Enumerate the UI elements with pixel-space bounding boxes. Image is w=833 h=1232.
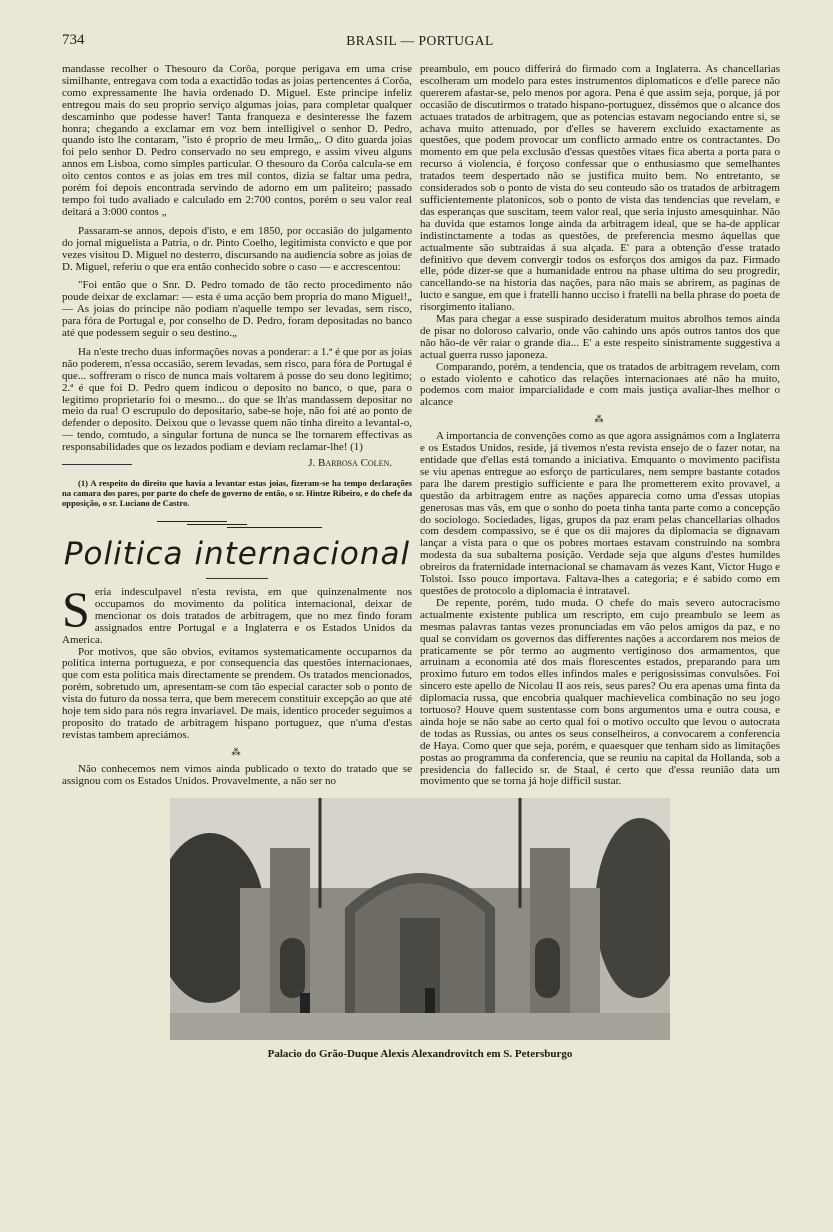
divider xyxy=(62,464,132,465)
page-header xyxy=(62,32,778,54)
right-column xyxy=(420,64,780,788)
ornament-asterism: ⁂ xyxy=(231,746,243,757)
paragraph: mandasse recolher o Thesouro da Corôa, porque perigava em uma crise similhante, entregava com toda a exactidão todas as joias pertencentes á Corôa, como expressamente lhe havia ordenado D. Miguel. Este principe infeliz entregou mais do seu proprio serviço algumas joias, para completar qualquer descaminho que podesse haver! Tanta franqueza e desinteresse lhe fazem honra; chegando a exclamar em voz bem intelligivel o senhor D. Pedro, quando isto lhe contaram, "isto é proprio de meu Irmão„. O dito guarda joias foi pelo senhor D. Pedro conservado no seu emprego, e assim viveu alguns annos em Lisboa, como simples particular. O thesouro da Corôa calcula-se em oito centos contos e as joias em tres mil contos, dizia se faltar uma pedra, porém foi depois encontrada servindo de adorno em um paliteiro; passado tempo foi tudo avaliado e calculado em 2:700 contos, porém o seu valor real deitará a 3:000 contos „ xyxy=(62,63,412,218)
running-head: BRASIL — PORTUGAL xyxy=(346,33,494,48)
paragraph: Não conhecemos nem vimos ainda publicado o texto do tratado que se assignou com os Estados Unidos. Provavelmente, a não ser no xyxy=(62,762,412,787)
author-signature xyxy=(62,458,412,470)
photo-caption: Palacio do Grão-Duque Alexis Alexandrovitch em S. Petersburgo xyxy=(267,1048,573,1061)
palace-gate-image xyxy=(170,798,670,1040)
quote-paragraph: "Foi então que o Snr. D. Pedro tomado de tão recto procedimento não poude deixar de exclamar: — esta é uma acção bem propria do mano Miguel!„ — As joias do principe não podiam n'aquelle tempo ser levadas, sem risco, para fóra de Portugal e, por conselho de D. Pedro, foram depositadas no banco até que podessem seguir o seu destino.„ xyxy=(62,279,412,340)
paragraph: Por motivos, que são obvios, evitamos systematicamente occuparnos da politica interna portugueza, e por consequencia das questões internacionaes, que com esta politica mais directamente se prendem. Os tratados mencionados, porém, sobretudo um, apresentam-se com tão especial caracter sob o ponto de vista do futuro da nossa terra, que bem merecem constituir excepção ao que até hoje tem sido para nós regra invariavel. De mais, identico proceder seguimos a proposito do tratado de arbitragem hispano portuguez, que n'uma d'estas revistas tambem apreciámos. xyxy=(62,645,412,741)
ornament-asterism: ⁂ xyxy=(594,414,606,425)
palace-photograph xyxy=(170,798,670,1040)
signature-text: J. Barbosa Colen. xyxy=(308,458,392,470)
drop-cap: S xyxy=(62,581,90,637)
page-number: 734 xyxy=(62,32,85,48)
paragraph: eria indesculpavel n'esta revista, em que quinzenalmente nos occupamos do movimento da politica internacional, deixar de mencionar os dois tratados de arbitragem, que no mez findo foram assignados entre Portugal e a Inglaterra e os Estados Unidos da America. xyxy=(62,586,412,646)
decorative-rule xyxy=(62,518,412,530)
footnote: (1) A respeito do direito que havia a levantar estas joias, fizeram-se ha tempo declarações na camara dos pares, por parte do chefe do governo de então, o sr. Hintze Ribeiro, e do chefe da opposição, o sr. Luciano de Castro. xyxy=(62,478,412,508)
divider xyxy=(206,578,268,579)
paragraph: Ha n'este trecho duas informações novas a ponderar: a 1.ª é que por as joias não poderem, n'essa occasião, serem levadas, sem risco, para fóra de Portugal é que... soffreram o risco de nunca mais voltarem á posse do seu dono legitimo; 2.ª é que foi D. Pedro quem indicou o deposito no banco, o que, para o legitimo proprietario foi o mesmo... do que se lh'as mandassem depositar no meio da rua! O escrupulo do depositario, sabe-se hoje, não foi até ao ponto de defender o deposito. Deixou que o levasse quem não tinha direito a levantal-o, — tendo, comtudo, a singular fortuna de nunca se lhe tornarem effectivas as responsabilidades que os lezados podiam e deviam reclamar-lhe! (1) xyxy=(62,345,412,454)
section-title-block xyxy=(62,518,412,579)
paragraph: preambulo, em pouco differirá do firmado com a Inglaterra. As chancellarias escolheram um modelo para estes instrumentos diplomaticos e d'elle parece não quererem afastar-se, pelo menos por agora. Pena é que assim seja, porque, já por occasião de discutirmos o tratado hispano-portuguez, dissémos que o alcance dos actuaes tratados de arbitragem, que as potencias estavam negociando entre si, se achava muito attenuado, por d'elles se haverem excluido exactamente as questões, que podem provocar um conflicto armado entre os contractantes. Do momento em que pela exclusão d'essas questões vitaes fica aberta a porta para o recurso á violencia, é forçoso confessar que o enthusiasmo que semelhantes tratados teem despertado não se justifica muito bem. No entretanto, se considerados sob o ponto de vista do seu conteudo são os tratados de arbitragem sufficientemente platonicos, sob o ponto de vista das tendencias que revelam, e das esperanças que suscitam, teem valor real, que seria injusto amesquinhar. Não ha duvida que estamos longe ainda da arbitragem ideal, que se ha-de applicar indistinctamente a todas as questões, de preferencia mesmo áquellas que actualmente são subtraidas á sua alçada. E' para a obtenção d'esse tratado definitivo que devem convergir todos os esforços dos amigos da paz. Firmado elle, póde dizer-se que a humanidade entrou na phase ultima do seu progredir, cancellando-se na historia das nações, para não mais se abrirem, as paginas de lucto e sangue, em que i fratelli hanno ucciso i fratelli na bella phrase do poeta de risorgimento italiano. xyxy=(420,63,780,314)
paragraph: Comparando, porém, a tendencia, que os tratados de arbitragem revelam, com o estado violento e cahotico das relações internacionaes até não ha muito, podemos com maior imparcialidade e com mais justiça avaliar-lhes melhor o alcance xyxy=(420,360,780,409)
paragraph: De repente, porém, tudo muda. O chefe do mais severo autocracismo actualmente existente publica um rescripto, em cujo preambulo se leem as mesmas palavras tantas vezes pronunciadas em vão pelos amigos da paz, e no qual se convidam os governos das differentes nações a accordarem nos meios de praticamente se pôr termo ao augmento vertiginoso dos armamentos, que arruinam a economia até dos mais florescentes estados, preparando para um proximo futuro em todos elles infindos males e perigosissimas convulsões. Foi sincero este apello de Nicolau II aos reis, seus pares? Ou era apenas uma finta da diplomacia russa, que encobria qualquer machievelica combinação no seu jogo tortuoso? Houve quem sustentasse com bons argumentos uma e outra cousa, e ainda hoje se não sabe ao certo qual foi o motivo occulto que levou o autocrata de todas as Russias, ou antes os seus conselheiros, a convocarem a conferencia de Haya. Como quer que seja, porém, e quaesquer que tenham sido as limitações postas ao programma da conferencia, que se reuniu na capital da Hollanda, sob a presidencia do fallecido sr. de Staal, é certo que d'essa reunião data um movimento que se torna já hoje difficil sustar. xyxy=(420,596,780,788)
two-column-body xyxy=(62,64,780,788)
left-column xyxy=(62,64,412,788)
paragraph: Passaram-se annos, depois d'isto, e em 1850, por occasião do julgamento do jornal miguelista a Patria, o dr. Pinto Coelho, legitimista convicto e que por vezes visitou D. Miguel no desterro, discursando na audiencia sobre as joias de D. Miguel, referiu o que era então conhecido sobre o caso — e accrescentou: xyxy=(62,224,412,273)
paragraph: Mas para chegar a esse suspirado desideratum muitos abrolhos temos ainda de pisar no doloroso calvario, onde vão cahindo uns após outros tantos dos que não hão-de vêr raiar o grande dia... E' a este respeito sinistramente suggestiva a actual guerra russo japoneza. xyxy=(420,313,780,361)
paragraph: A importancia de convenções como as que agora assignámos com a Inglaterra e os Estados Unidos, reside, já tivemos n'esta revista ensejo de o fazer notar, na entidade que d'ellas está tomando a iniciativa. Emquanto o movimento pacifista se viu apenas entregue ao esforço de particulares, nem sempre bastante cotados para lhe darem prestigio sufficiente e para lhe prometterem exito provavel, a questão da arbitragem entre as nações apparecia como uma d'essas utopias generosas mas vãs, em que o sonho do poeta tinha tanta parte como a concepção do sociologo. Sociedades, ligas, grupos da paz eram pelas chancellarias olhados com desdem compassivo, se é que os dii majores da diplomacia se dignavam lançar a vista para o que os pobres mortaes estavam construindo na sombra modesta da sua subalterna posição. Verdade seja que alguns d'estes humildes obreiros da fraternidade internacional se chamavam ás vezes Kant, Victor Hugo e Tolstoi. Isso pouco importava. Faltava-lhes a categoria; e é sabido como em questões de protocolo a diplomacia é intratavel. xyxy=(420,430,780,597)
section-title: Politica internacional xyxy=(63,536,411,572)
